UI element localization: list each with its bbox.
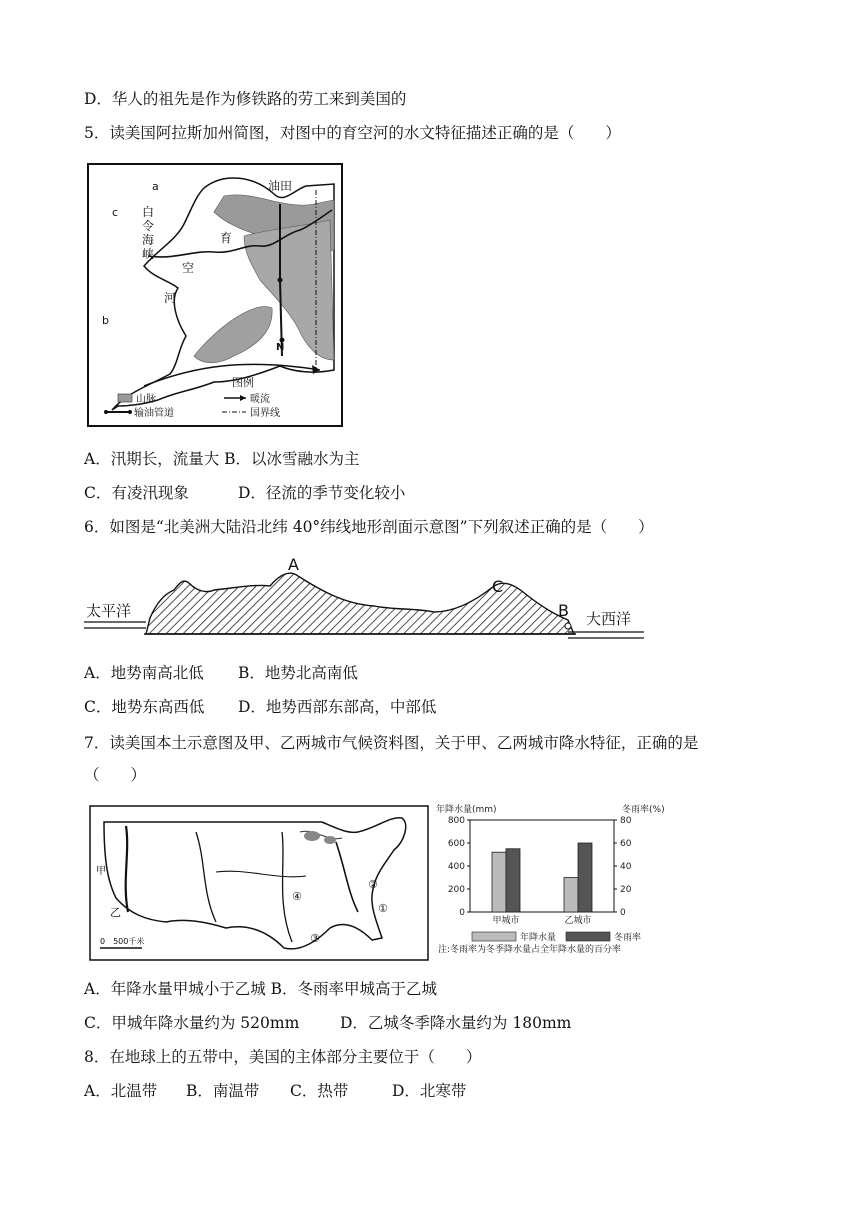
legend-swatch-annual bbox=[472, 932, 516, 941]
chart-ylabel: 年降水量(mm) bbox=[436, 805, 497, 815]
bar-yi-annual bbox=[564, 878, 578, 913]
y-tick-label: 0 bbox=[459, 908, 465, 918]
y2-tick-label: 0 bbox=[620, 908, 626, 918]
region-1: ① bbox=[378, 902, 388, 915]
region-4: ④ bbox=[292, 890, 302, 903]
bar-jia-annual bbox=[492, 852, 506, 912]
map-label-xia: 峡 bbox=[142, 247, 155, 261]
region-3: ③ bbox=[310, 932, 320, 945]
map-label-a: a bbox=[152, 180, 159, 193]
q7-options-ab: A．年降水量甲城小于乙城 B．冬雨率甲城高于乙城 bbox=[84, 980, 438, 998]
q5-options-ab: A．汛期长，流量大 B．以冰雪融水为主 bbox=[84, 450, 360, 468]
q6-option-a: A．地势南高北低 bbox=[84, 664, 204, 682]
q8-stem: 8．在地球上的五带中，美国的主体部分主要位于（ ） bbox=[84, 1048, 482, 1066]
q7-options-cd bbox=[84, 1012, 571, 1034]
city-jia: 甲 bbox=[96, 866, 106, 877]
label-atlantic: 大西洋 bbox=[586, 610, 632, 628]
q6-option-c: C．地势东高西低 bbox=[84, 698, 205, 716]
q7-stem-bracket: （ ） bbox=[84, 766, 147, 784]
map-label-kong: 空 bbox=[182, 261, 195, 275]
legend-annual: 年降水量 bbox=[520, 933, 557, 943]
legend-mountain: 山脉 bbox=[136, 394, 156, 405]
map-label-n: N bbox=[276, 342, 285, 353]
terrain-profile bbox=[84, 554, 644, 646]
q8-option-c: C．热带 bbox=[290, 1082, 349, 1100]
legend-pipeline: 输油管道 bbox=[134, 408, 174, 419]
q4-option-d: D．华人的祖先是作为修铁路的劳工来到美国的 bbox=[84, 90, 407, 108]
y-tick-label: 600 bbox=[447, 839, 465, 849]
q6-stem: 6．如图是“北美洲大陆沿北纬 40°纬线地形剖面示意图”下列叙述正确的是（ ） bbox=[84, 518, 654, 536]
legend-warm-current: 暖流 bbox=[250, 394, 270, 405]
map-label-bai: 白 bbox=[142, 205, 155, 219]
city-yi: 乙 bbox=[110, 906, 121, 919]
point-b: B bbox=[558, 601, 569, 620]
bar-yi-winter bbox=[578, 843, 592, 912]
q8-option-b: B．南温带 bbox=[186, 1082, 260, 1100]
y2-tick-label: 60 bbox=[620, 839, 632, 849]
legend-swatch-winter bbox=[566, 932, 610, 941]
q7-option-d: D．乙城冬季降水量约为 180mm bbox=[340, 1014, 572, 1032]
q6-options-ab bbox=[84, 662, 358, 684]
legend-border: 国界线 bbox=[250, 408, 280, 419]
map-label-oilfield: 油田 bbox=[268, 179, 293, 193]
label-pacific: 太平洋 bbox=[86, 602, 132, 620]
map-label-b: b bbox=[102, 314, 109, 327]
y2-tick-label: 40 bbox=[620, 862, 632, 872]
y2-tick-label: 80 bbox=[620, 816, 632, 826]
map-label-yu: 育 bbox=[220, 231, 233, 245]
point-a: A bbox=[288, 555, 299, 574]
q8-options bbox=[84, 1080, 466, 1102]
y-tick-label: 200 bbox=[447, 885, 465, 895]
q5-option-d: D．径流的季节变化较小 bbox=[238, 484, 406, 502]
q5-option-c: C．有凌汛现象 bbox=[84, 484, 189, 502]
legend-title: 图例 bbox=[232, 376, 254, 389]
region-2: ② bbox=[368, 878, 378, 891]
q7-stem: 7．读美国本土示意图及甲、乙两城市气候资料图，关于甲、乙两城市降水特征，正确的是 bbox=[84, 734, 699, 752]
y-tick-label: 400 bbox=[447, 862, 465, 872]
usa-map bbox=[86, 802, 432, 964]
alaska-map bbox=[84, 160, 346, 430]
point-c: C bbox=[492, 577, 504, 596]
scale-bar: 0 500千米 bbox=[100, 937, 145, 946]
q6-option-b: B．地势北高南低 bbox=[238, 664, 358, 682]
q6-options-cd bbox=[84, 696, 436, 718]
bar-jia-winter bbox=[506, 849, 520, 912]
y2-tick-label: 20 bbox=[620, 885, 632, 895]
q8-option-a: A．北温带 bbox=[84, 1082, 158, 1100]
q6-option-d: D．地势西部东部高，中部低 bbox=[238, 698, 437, 716]
category-label: 甲城市 bbox=[492, 916, 520, 926]
legend-winter: 冬雨率 bbox=[614, 933, 642, 943]
map-label-ling: 令 bbox=[142, 219, 155, 233]
q5-options-cd bbox=[84, 482, 405, 504]
q5-stem: 5．读美国阿拉斯加州简图，对图中的育空河的水文特征描述正确的是（ ） bbox=[84, 124, 621, 142]
y-tick-label: 800 bbox=[447, 816, 465, 826]
precip-chart bbox=[434, 800, 678, 966]
category-label: 乙城市 bbox=[564, 916, 592, 926]
q7-option-c: C．甲城年降水量约为 520mm bbox=[84, 1014, 300, 1032]
map-label-c: c bbox=[112, 206, 119, 219]
chart-note: 注:冬雨率为冬季降水量占全年降水量的百分率 bbox=[438, 945, 622, 955]
q8-option-d: D．北寒带 bbox=[392, 1082, 467, 1100]
map-label-he: 河 bbox=[164, 291, 177, 305]
chart-y2label: 冬雨率(%) bbox=[622, 805, 665, 815]
map-label-hai: 海 bbox=[142, 233, 155, 247]
